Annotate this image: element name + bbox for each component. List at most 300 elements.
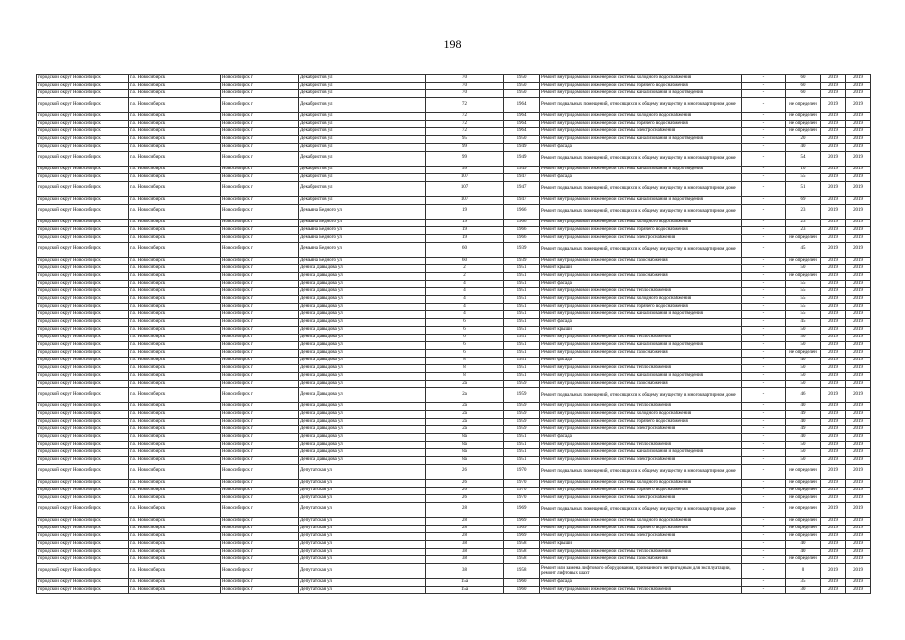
table-row bbox=[37, 75, 871, 83]
amount-cell: 45 bbox=[786, 319, 821, 327]
municipality-cell: городской округ Новосибирск bbox=[37, 418, 129, 426]
year-cell: 1951 bbox=[504, 457, 540, 465]
plan-year-cell: 2019 bbox=[821, 326, 846, 334]
year-cell: 1969 bbox=[504, 533, 540, 541]
year-cell: 1951 bbox=[504, 296, 540, 304]
year-cell: 1951 bbox=[504, 357, 540, 365]
year-cell: 1970 bbox=[504, 495, 540, 503]
plan-year-cell: 2019 bbox=[821, 564, 846, 579]
amount-cell: 50 bbox=[786, 457, 821, 465]
dash-cell: - bbox=[742, 495, 786, 503]
street-cell: Денисa Давыдова ул bbox=[299, 418, 426, 426]
city-cell: Новосибирск г bbox=[221, 288, 299, 296]
end-year-cell: 2019 bbox=[846, 166, 871, 174]
municipality-cell: городской округ Новосибирск bbox=[37, 556, 129, 564]
settlement-cell: г.о. Новосибирск bbox=[129, 311, 221, 319]
work-type-cell: Ремонт подвальных помещений, относящихся к общему имуществу в многоквартирном доме bbox=[540, 388, 742, 403]
amount-cell: 35 bbox=[786, 579, 821, 587]
work-type-cell: Ремонт внутридомовой инженерной системы теплоснабжения bbox=[540, 365, 742, 373]
settlement-cell: г.о. Новосибирск bbox=[129, 204, 221, 219]
house-cell: 26 bbox=[426, 487, 504, 495]
street-cell: Демьяна Бедного ул bbox=[299, 204, 426, 219]
settlement-cell: г.о. Новосибирск bbox=[129, 579, 221, 587]
end-year-cell: 2019 bbox=[846, 403, 871, 411]
amount-cell: 46 bbox=[786, 388, 821, 403]
house-cell: 8а bbox=[426, 449, 504, 457]
amount-cell: не определен bbox=[786, 487, 821, 495]
table-row bbox=[37, 181, 871, 196]
settlement-cell: г.о. Новосибирск bbox=[129, 426, 221, 434]
dash-cell: - bbox=[742, 219, 786, 227]
plan-year-cell: 2019 bbox=[821, 227, 846, 235]
amount-cell: 30 bbox=[786, 586, 821, 594]
municipality-cell: городской округ Новосибирск bbox=[37, 457, 129, 465]
end-year-cell: 2019 bbox=[846, 349, 871, 357]
municipality-cell: городской округ Новосибирск bbox=[37, 257, 129, 265]
work-type-cell: Ремонт внутридомовой инженерной системы теплоснабжения bbox=[540, 586, 742, 594]
work-type-cell: Ремонт внутридомовой инженерной системы горячего водоснабжения bbox=[540, 120, 742, 128]
street-cell: Декабристов ул bbox=[299, 113, 426, 121]
work-type-cell: Ремонт внутридомовой инженерной системы горячего водоснабжения bbox=[540, 487, 742, 495]
end-year-cell: 2019 bbox=[846, 257, 871, 265]
year-cell: 1951 bbox=[504, 280, 540, 288]
table-row bbox=[37, 548, 871, 556]
year-cell: 1951 bbox=[504, 372, 540, 380]
amount-cell: не определен bbox=[786, 479, 821, 487]
work-type-cell: Ремонт внутридомовой инженерной системы холодного водоснабжения bbox=[540, 296, 742, 304]
house-cell: 72 bbox=[426, 113, 504, 121]
plan-year-cell: 2019 bbox=[821, 82, 846, 90]
city-cell: Новосибирск г bbox=[221, 334, 299, 342]
street-cell: Денисa Давыдова ул bbox=[299, 265, 426, 273]
house-cell: 2а bbox=[426, 411, 504, 419]
city-cell: Новосибирск г bbox=[221, 319, 299, 327]
city-cell: Новосибирск г bbox=[221, 411, 299, 419]
municipality-cell: городской округ Новосибирск bbox=[37, 403, 129, 411]
work-type-cell: Ремонт внутридомовой инженерной системы электроснабжения bbox=[540, 457, 742, 465]
work-type-cell: Ремонт внутридомовой инженерной системы канализования и водоотведения bbox=[540, 90, 742, 98]
table-row bbox=[37, 495, 871, 503]
house-cell: 107 bbox=[426, 181, 504, 196]
street-cell: Денисa Давыдова ул bbox=[299, 380, 426, 388]
table-row bbox=[37, 487, 871, 495]
table-row bbox=[37, 525, 871, 533]
end-year-cell: 2019 bbox=[846, 234, 871, 242]
year-cell: 1958 bbox=[504, 540, 540, 548]
settlement-cell: г.о. Новосибирск bbox=[129, 273, 221, 281]
work-type-cell: Ремонт фасада bbox=[540, 280, 742, 288]
dash-cell: - bbox=[742, 434, 786, 442]
amount-cell: 50 bbox=[786, 380, 821, 388]
dash-cell: - bbox=[742, 556, 786, 564]
settlement-cell: г.о. Новосибирск bbox=[129, 257, 221, 265]
street-cell: Денисa Давыдова ул bbox=[299, 288, 426, 296]
end-year-cell: 2019 bbox=[846, 296, 871, 304]
house-cell: 60 bbox=[426, 242, 504, 257]
year-cell: 1959 bbox=[504, 380, 540, 388]
house-cell: 4 bbox=[426, 288, 504, 296]
municipality-cell: городской округ Новосибирск bbox=[37, 227, 129, 235]
house-cell: 70 bbox=[426, 82, 504, 90]
municipality-cell: городской округ Новосибирск bbox=[37, 90, 129, 98]
page-number: 198 bbox=[443, 37, 462, 51]
work-type-cell: Ремонт внутридомовой инженерной системы газоснабжения bbox=[540, 556, 742, 564]
city-cell: Новосибирск г bbox=[221, 303, 299, 311]
settlement-cell: г.о. Новосибирск bbox=[129, 533, 221, 541]
work-type-cell: Ремонт внутридомовой инженерной системы холодного водоснабжения bbox=[540, 479, 742, 487]
dash-cell: - bbox=[742, 441, 786, 449]
end-year-cell: 2019 bbox=[846, 311, 871, 319]
dash-cell: - bbox=[742, 98, 786, 113]
city-cell: Новосибирск г bbox=[221, 525, 299, 533]
plan-year-cell: 2019 bbox=[821, 181, 846, 196]
dash-cell: - bbox=[742, 204, 786, 219]
municipality-cell: городской округ Новосибирск bbox=[37, 128, 129, 136]
city-cell: Новосибирск г bbox=[221, 586, 299, 594]
end-year-cell: 2019 bbox=[846, 449, 871, 457]
year-cell: 1960 bbox=[504, 579, 540, 587]
street-cell: Депутатская ул bbox=[299, 517, 426, 525]
street-cell: Денисa Давыдова ул bbox=[299, 357, 426, 365]
dash-cell: - bbox=[742, 342, 786, 350]
city-cell: Новосибирск г bbox=[221, 227, 299, 235]
work-type-cell: Ремонт внутридомовой инженерной системы холодного водоснабжения bbox=[540, 219, 742, 227]
end-year-cell: 2019 bbox=[846, 242, 871, 257]
end-year-cell: 2019 bbox=[846, 143, 871, 151]
year-cell: 1951 bbox=[504, 342, 540, 350]
settlement-cell: г.о. Новосибирск bbox=[129, 219, 221, 227]
plan-year-cell: 2019 bbox=[821, 349, 846, 357]
year-cell: 1964 bbox=[504, 120, 540, 128]
house-cell: 99 bbox=[426, 143, 504, 151]
year-cell: 1950 bbox=[504, 90, 540, 98]
year-cell: 1947 bbox=[504, 181, 540, 196]
city-cell: Новосибирск г bbox=[221, 113, 299, 121]
municipality-cell: городской округ Новосибирск bbox=[37, 434, 129, 442]
amount-cell: 50 bbox=[786, 441, 821, 449]
work-type-cell: Ремонт внутридомовой инженерной системы теплоснабжения bbox=[540, 288, 742, 296]
work-type-cell: Ремонт внутридомовой инженерной системы электроснабжения bbox=[540, 234, 742, 242]
settlement-cell: г.о. Новосибирск bbox=[129, 441, 221, 449]
amount-cell: 50 bbox=[786, 342, 821, 350]
street-cell: Декабристов ул bbox=[299, 128, 426, 136]
plan-year-cell: 2019 bbox=[821, 98, 846, 113]
end-year-cell: 2019 bbox=[846, 303, 871, 311]
plan-year-cell: 2019 bbox=[821, 495, 846, 503]
work-type-cell: Ремонт фасада bbox=[540, 143, 742, 151]
work-type-cell: Ремонт внутридомовой инженерной системы теплоснабжения bbox=[540, 403, 742, 411]
dash-cell: - bbox=[742, 380, 786, 388]
settlement-cell: г.о. Новосибирск bbox=[129, 365, 221, 373]
year-cell: 1951 bbox=[504, 303, 540, 311]
plan-year-cell: 2019 bbox=[821, 586, 846, 594]
settlement-cell: г.о. Новосибирск bbox=[129, 296, 221, 304]
dash-cell: - bbox=[742, 548, 786, 556]
street-cell: Депутатская ул bbox=[299, 479, 426, 487]
amount-cell: не определен bbox=[786, 464, 821, 479]
street-cell: Депутатская ул bbox=[299, 564, 426, 579]
table-row bbox=[37, 418, 871, 426]
plan-year-cell: 2019 bbox=[821, 372, 846, 380]
amount-cell: не определен bbox=[786, 517, 821, 525]
table-row bbox=[37, 372, 871, 380]
house-cell: 8а bbox=[426, 457, 504, 465]
settlement-cell: г.о. Новосибирск bbox=[129, 418, 221, 426]
end-year-cell: 2019 bbox=[846, 418, 871, 426]
house-cell: 6 bbox=[426, 326, 504, 334]
work-type-cell: Ремонт крыши bbox=[540, 265, 742, 273]
year-cell: 1950 bbox=[504, 75, 540, 83]
municipality-cell: городской округ Новосибирск bbox=[37, 181, 129, 196]
dash-cell: - bbox=[742, 303, 786, 311]
table-row bbox=[37, 365, 871, 373]
end-year-cell: 2019 bbox=[846, 151, 871, 166]
plan-year-cell: 2019 bbox=[821, 449, 846, 457]
dash-cell: - bbox=[742, 196, 786, 204]
dash-cell: - bbox=[742, 242, 786, 257]
street-cell: Декабристов ул bbox=[299, 82, 426, 90]
table-row bbox=[37, 82, 871, 90]
end-year-cell: 2019 bbox=[846, 82, 871, 90]
municipality-cell: городской округ Новосибирск bbox=[37, 166, 129, 174]
municipality-cell: городской округ Новосибирск bbox=[37, 411, 129, 419]
house-cell: 6 bbox=[426, 334, 504, 342]
street-cell: Денисa Давыдова ул bbox=[299, 342, 426, 350]
end-year-cell: 2019 bbox=[846, 517, 871, 525]
work-type-cell: Ремонт внутридомовой инженерной системы холодного водоснабжения bbox=[540, 517, 742, 525]
street-cell: Депутатская ул bbox=[299, 495, 426, 503]
table-row bbox=[37, 556, 871, 564]
plan-year-cell: 2019 bbox=[821, 418, 846, 426]
amount-cell: не определен bbox=[786, 273, 821, 281]
amount-cell: не определен bbox=[786, 234, 821, 242]
street-cell: Декабристов ул bbox=[299, 143, 426, 151]
settlement-cell: г.о. Новосибирск bbox=[129, 234, 221, 242]
table-row bbox=[37, 403, 871, 411]
settlement-cell: г.о. Новосибирск bbox=[129, 280, 221, 288]
house-cell: 26 bbox=[426, 479, 504, 487]
municipality-cell: городской округ Новосибирск bbox=[37, 342, 129, 350]
table-row bbox=[37, 357, 871, 365]
year-cell: 1949 bbox=[504, 143, 540, 151]
city-cell: Новосибирск г bbox=[221, 380, 299, 388]
dash-cell: - bbox=[742, 457, 786, 465]
work-type-cell: Ремонт фасада bbox=[540, 579, 742, 587]
municipality-cell: городской округ Новосибирск bbox=[37, 579, 129, 587]
table-row bbox=[37, 227, 871, 235]
municipality-cell: городской округ Новосибирск bbox=[37, 533, 129, 541]
table-row bbox=[37, 434, 871, 442]
work-type-cell: Ремонт внутридомовой инженерной системы канализования и водоотведения bbox=[540, 372, 742, 380]
street-cell: Денисa Давыдова ул bbox=[299, 319, 426, 327]
settlement-cell: г.о. Новосибирск bbox=[129, 540, 221, 548]
end-year-cell: 2019 bbox=[846, 98, 871, 113]
year-cell: 1966 bbox=[504, 234, 540, 242]
end-year-cell: 2019 bbox=[846, 556, 871, 564]
street-cell: Декабристов ул bbox=[299, 166, 426, 174]
city-cell: Новосибирск г bbox=[221, 495, 299, 503]
table-row bbox=[37, 564, 871, 579]
house-cell: 8 bbox=[426, 372, 504, 380]
dash-cell: - bbox=[742, 418, 786, 426]
house-cell: 107 bbox=[426, 196, 504, 204]
end-year-cell: 2019 bbox=[846, 564, 871, 579]
municipality-cell: городской округ Новосибирск bbox=[37, 303, 129, 311]
municipality-cell: городской округ Новосибирск bbox=[37, 265, 129, 273]
municipality-cell: городской округ Новосибирск bbox=[37, 136, 129, 144]
city-cell: Новосибирск г bbox=[221, 181, 299, 196]
amount-cell: 20 bbox=[786, 136, 821, 144]
year-cell: 1951 bbox=[504, 311, 540, 319]
end-year-cell: 2019 bbox=[846, 204, 871, 219]
end-year-cell: 2019 bbox=[846, 586, 871, 594]
settlement-cell: г.о. Новосибирск bbox=[129, 517, 221, 525]
end-year-cell: 2019 bbox=[846, 174, 871, 182]
settlement-cell: г.о. Новосибирск bbox=[129, 82, 221, 90]
amount-cell: не определен bbox=[786, 533, 821, 541]
house-cell: 2а bbox=[426, 418, 504, 426]
end-year-cell: 2019 bbox=[846, 487, 871, 495]
end-year-cell: 2019 bbox=[846, 365, 871, 373]
work-type-cell: Ремонт внутридомовой инженерной системы газоснабжения bbox=[540, 257, 742, 265]
city-cell: Новосибирск г bbox=[221, 174, 299, 182]
house-cell: 60 bbox=[426, 257, 504, 265]
city-cell: Новосибирск г bbox=[221, 204, 299, 219]
settlement-cell: г.о. Новосибирск bbox=[129, 196, 221, 204]
dash-cell: - bbox=[742, 579, 786, 587]
settlement-cell: г.о. Новосибирск bbox=[129, 120, 221, 128]
street-cell: Денисa Давыдова ул bbox=[299, 457, 426, 465]
plan-year-cell: 2019 bbox=[821, 388, 846, 403]
settlement-cell: г.о. Новосибирск bbox=[129, 357, 221, 365]
city-cell: Новосибирск г bbox=[221, 273, 299, 281]
amount-cell: 40 bbox=[786, 548, 821, 556]
municipality-cell: городской округ Новосибирск bbox=[37, 502, 129, 517]
city-cell: Новосибирск г bbox=[221, 82, 299, 90]
street-cell: Депутатская ул bbox=[299, 525, 426, 533]
year-cell: 1951 bbox=[504, 349, 540, 357]
table-row bbox=[37, 151, 871, 166]
work-type-cell: Ремонт подвальных помещений, относящихся к общему имуществу в многоквартирном доме bbox=[540, 242, 742, 257]
municipality-cell: городской округ Новосибирск bbox=[37, 548, 129, 556]
house-cell: 72 bbox=[426, 128, 504, 136]
street-cell: Денисa Давыдова ул bbox=[299, 303, 426, 311]
plan-year-cell: 2019 bbox=[821, 136, 846, 144]
house-cell: 38 bbox=[426, 556, 504, 564]
amount-cell: 50 bbox=[786, 449, 821, 457]
end-year-cell: 2019 bbox=[846, 113, 871, 121]
table-row bbox=[37, 273, 871, 281]
house-cell: 28 bbox=[426, 525, 504, 533]
work-type-cell: Ремонт внутридомовой инженерной системы холодного водоснабжения bbox=[540, 113, 742, 121]
plan-year-cell: 2019 bbox=[821, 334, 846, 342]
amount-cell: 55 bbox=[786, 296, 821, 304]
street-cell: Декабристов ул bbox=[299, 98, 426, 113]
plan-year-cell: 2019 bbox=[821, 151, 846, 166]
table-row bbox=[37, 204, 871, 219]
amount-cell: 40 bbox=[786, 540, 821, 548]
plan-year-cell: 2019 bbox=[821, 143, 846, 151]
table-row bbox=[37, 196, 871, 204]
amount-cell: 55 bbox=[786, 311, 821, 319]
street-cell: Декабристов ул bbox=[299, 75, 426, 83]
end-year-cell: 2019 bbox=[846, 540, 871, 548]
municipality-cell: городской округ Новосибирск bbox=[37, 525, 129, 533]
table-row bbox=[37, 90, 871, 98]
city-cell: Новосибирск г bbox=[221, 90, 299, 98]
work-type-cell: Ремонт или замена лифтового оборудования, признанного непригодным для эксплуатации, ремонт лифтовых шахт bbox=[540, 564, 742, 579]
amount-cell: 40 bbox=[786, 357, 821, 365]
end-year-cell: 2019 bbox=[846, 479, 871, 487]
municipality-cell: городской округ Новосибирск bbox=[37, 296, 129, 304]
street-cell: Демьяна Бедного ул bbox=[299, 234, 426, 242]
street-cell: Денисa Давыдова ул bbox=[299, 280, 426, 288]
municipality-cell: городской округ Новосибирск bbox=[37, 564, 129, 579]
house-cell: 2а bbox=[426, 426, 504, 434]
end-year-cell: 2019 bbox=[846, 288, 871, 296]
dash-cell: - bbox=[742, 288, 786, 296]
house-cell: 72 bbox=[426, 120, 504, 128]
settlement-cell: г.о. Новосибирск bbox=[129, 525, 221, 533]
amount-cell: 10 bbox=[786, 166, 821, 174]
house-cell: 99 bbox=[426, 166, 504, 174]
capital-repair-table bbox=[36, 74, 871, 594]
amount-cell: 45 bbox=[786, 242, 821, 257]
work-type-cell: Ремонт внутридомовой инженерной системы электроснабжения bbox=[540, 533, 742, 541]
end-year-cell: 2019 bbox=[846, 457, 871, 465]
table-row bbox=[37, 98, 871, 113]
city-cell: Новосибирск г bbox=[221, 296, 299, 304]
municipality-cell: городской округ Новосибирск bbox=[37, 143, 129, 151]
street-cell: Декабристов ул bbox=[299, 136, 426, 144]
house-cell: 8а bbox=[426, 441, 504, 449]
plan-year-cell: 2019 bbox=[821, 403, 846, 411]
municipality-cell: городской округ Новосибирск bbox=[37, 365, 129, 373]
street-cell: Декабристов ул bbox=[299, 151, 426, 166]
year-cell: 1969 bbox=[504, 525, 540, 533]
dash-cell: - bbox=[742, 564, 786, 579]
plan-year-cell: 2019 bbox=[821, 296, 846, 304]
work-type-cell: Ремонт внутридомовой инженерной системы горячего водоснабжения bbox=[540, 227, 742, 235]
work-type-cell: Ремонт фасада bbox=[540, 174, 742, 182]
dash-cell: - bbox=[742, 296, 786, 304]
table-row bbox=[37, 113, 871, 121]
end-year-cell: 2019 bbox=[846, 579, 871, 587]
dash-cell: - bbox=[742, 113, 786, 121]
end-year-cell: 2019 bbox=[846, 357, 871, 365]
settlement-cell: г.о. Новосибирск bbox=[129, 143, 221, 151]
amount-cell: 50 bbox=[786, 334, 821, 342]
year-cell: 1951 bbox=[504, 365, 540, 373]
street-cell: Депутатская ул bbox=[299, 586, 426, 594]
plan-year-cell: 2019 bbox=[821, 365, 846, 373]
dash-cell: - bbox=[742, 334, 786, 342]
municipality-cell: городской округ Новосибирск bbox=[37, 426, 129, 434]
year-cell: 1964 bbox=[504, 113, 540, 121]
work-type-cell: Ремонт внутридомовой инженерной системы холодного водоснабжения bbox=[540, 411, 742, 419]
municipality-cell: городской округ Новосибирск bbox=[37, 380, 129, 388]
dash-cell: - bbox=[742, 120, 786, 128]
house-cell: 4 bbox=[426, 296, 504, 304]
municipality-cell: городской округ Новосибирск bbox=[37, 98, 129, 113]
work-type-cell: Ремонт подвальных помещений, относящихся к общему имуществу в многоквартирном доме bbox=[540, 151, 742, 166]
municipality-cell: городской округ Новосибирск bbox=[37, 196, 129, 204]
city-cell: Новосибирск г bbox=[221, 441, 299, 449]
table-row bbox=[37, 265, 871, 273]
year-cell: 1959 bbox=[504, 418, 540, 426]
city-cell: Новосибирск г bbox=[221, 426, 299, 434]
year-cell: 1960 bbox=[504, 586, 540, 594]
